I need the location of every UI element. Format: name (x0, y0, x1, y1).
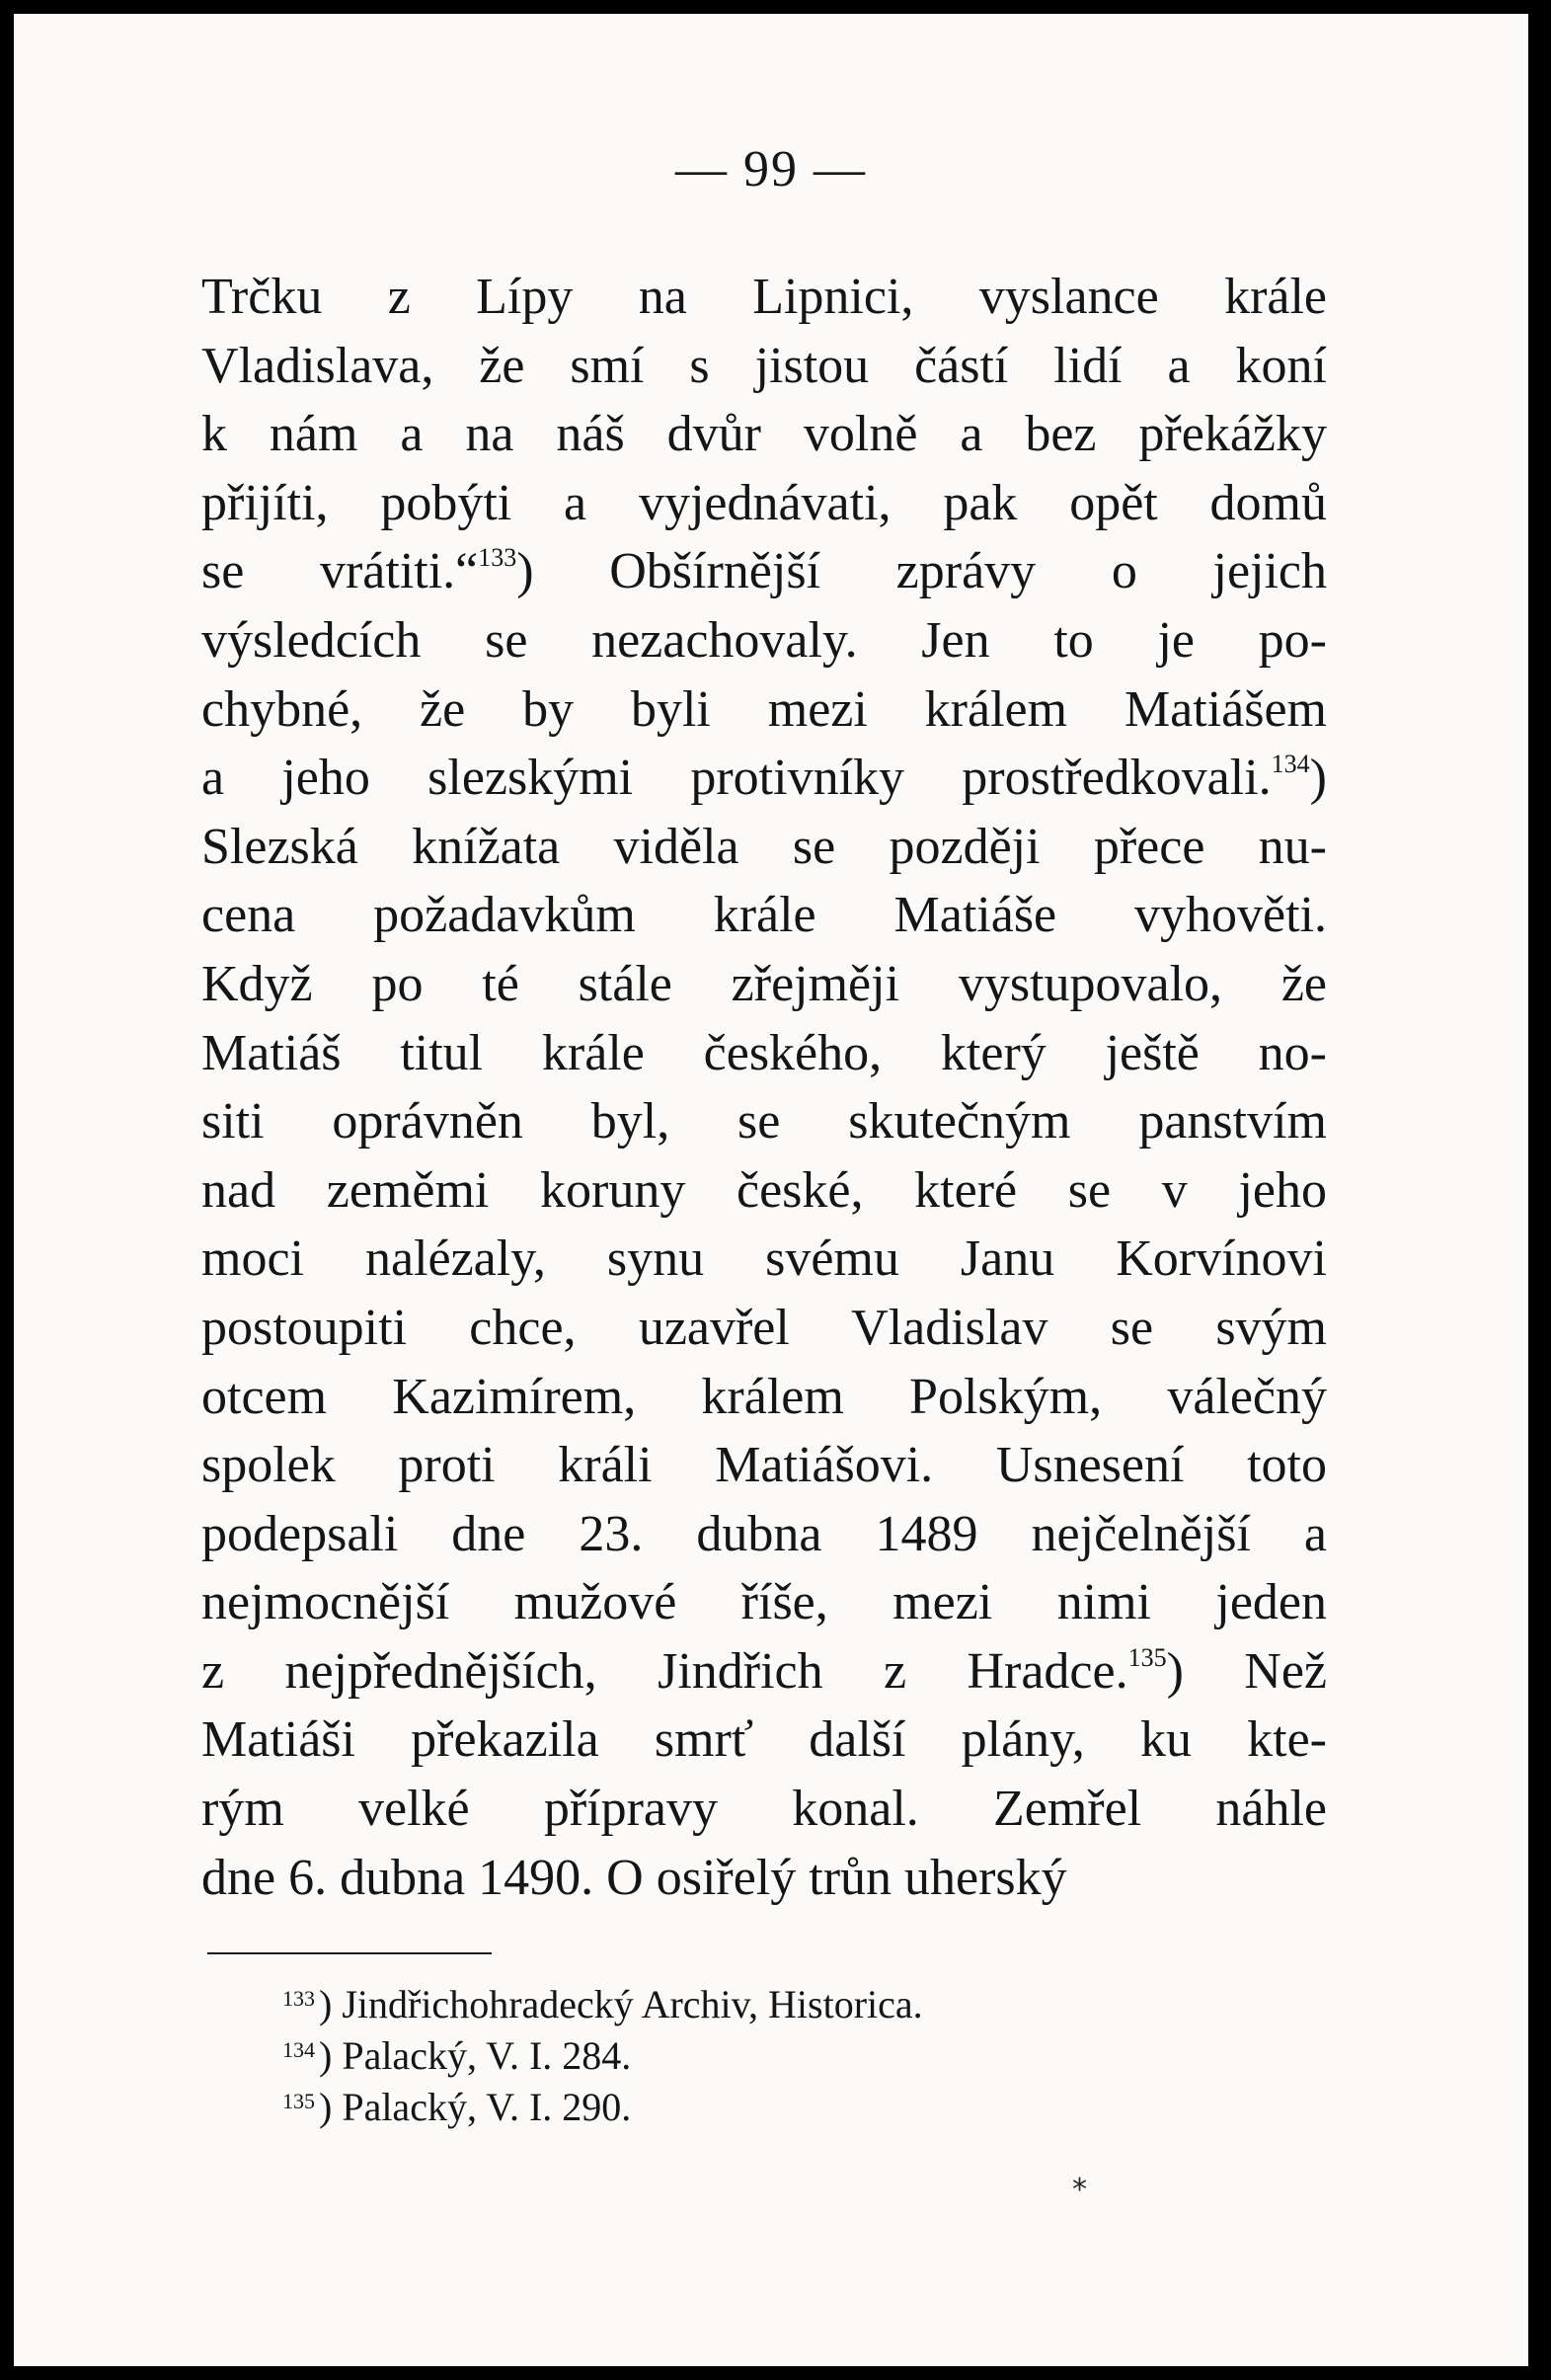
footnote-mark: 135 (282, 2089, 315, 2113)
footnote-mark: 134 (282, 2037, 315, 2062)
body-text (201, 263, 1327, 1912)
text-line: siti oprávněn byl, se skutečným panstvím (201, 1093, 1327, 1150)
footnote-ref-135: 135 (1127, 1642, 1167, 1672)
text-line: Matiáš titul krále českého, který ještě no- (201, 1024, 1327, 1081)
footnote (282, 2082, 923, 2133)
text-line: Matiáši překazila smrť další plány, ku kte- (201, 1711, 1327, 1769)
text-line: nad zeměmi koruny české, které se v jeho (201, 1161, 1327, 1219)
text-line: dne 6. dubna 1490. O osiřelý trůn uherský (201, 1849, 1067, 1906)
footnotes (282, 1979, 923, 2133)
text-line: Trčku z Lípy na Lipnici, vyslance krále (201, 269, 1327, 325)
text-line: výsledcích se nezachovaly. Jen to je po- (201, 611, 1327, 669)
text-segment: z nejpřednějších, Jindřich z Hradce. (201, 1642, 1128, 1700)
footnote (282, 1979, 923, 2030)
text-line: chybné, že by byli mezi králem Matiášem (201, 680, 1327, 738)
text-line: Vladislava, že smí s jistou částí lidí a koní (201, 337, 1327, 394)
text-line: Když po té stále zřejměji vystupovalo, že (201, 955, 1327, 1012)
text-line: otcem Kazimírem, králem Polským, válečný (201, 1368, 1327, 1425)
text-line: cena požadavkům krále Matiáše vyhověti. (201, 887, 1327, 944)
footnote-ref-133: 133 (478, 543, 517, 573)
text-line: rým velké přípravy konal. Zemřel náhle (201, 1781, 1327, 1838)
text-line: spolek proti králi Matiášovi. Usnesení toto (201, 1437, 1327, 1494)
text-segment: ) (1309, 750, 1327, 807)
footnote (282, 2030, 923, 2082)
footnote-ref-134: 134 (1271, 750, 1310, 779)
text-segment: a jeho slezskými protivníky prostředkovali. (201, 750, 1272, 807)
book-page (14, 14, 1528, 2366)
text-line (201, 537, 1327, 606)
footnote-text: ) Palacký, V. I. 284. (319, 2033, 632, 2078)
text-line: nejmocnější mužové říše, mezi nimi jeden (201, 1574, 1327, 1631)
text-line: podepsali dne 23. dubna 1489 nejčelnější a (201, 1505, 1327, 1562)
text-segment: se vrátiti.“ (201, 543, 479, 600)
text-line: k nám a na náš dvůr volně a bez překážky (201, 406, 1327, 463)
text-line: Slezská knížata viděla se později přece nu- (201, 818, 1327, 875)
text-line (201, 744, 1327, 813)
text-line: postoupiti chce, uzavřel Vladislav se svým (201, 1299, 1327, 1356)
text-line: moci nalézaly, synu svému Janu Korvínovi (201, 1230, 1327, 1288)
footnote-mark: 133 (282, 1986, 315, 2011)
text-line: přijíti, pobýti a vyjednávati, pak opět domů (201, 474, 1327, 531)
text-segment: ) Než (1166, 1642, 1327, 1700)
footnote-divider (207, 1952, 492, 1954)
footnote-text: ) Jindřichohradecký Archiv, Historica. (319, 1982, 923, 2026)
text-segment: ) Obšírnější zprávy o jejich (516, 543, 1327, 600)
text-line (201, 1637, 1327, 1706)
footnote-text: ) Palacký, V. I. 290. (319, 2085, 632, 2129)
page-number: — 99 — (675, 141, 867, 198)
asterisk-mark: * (1072, 2173, 1087, 2207)
